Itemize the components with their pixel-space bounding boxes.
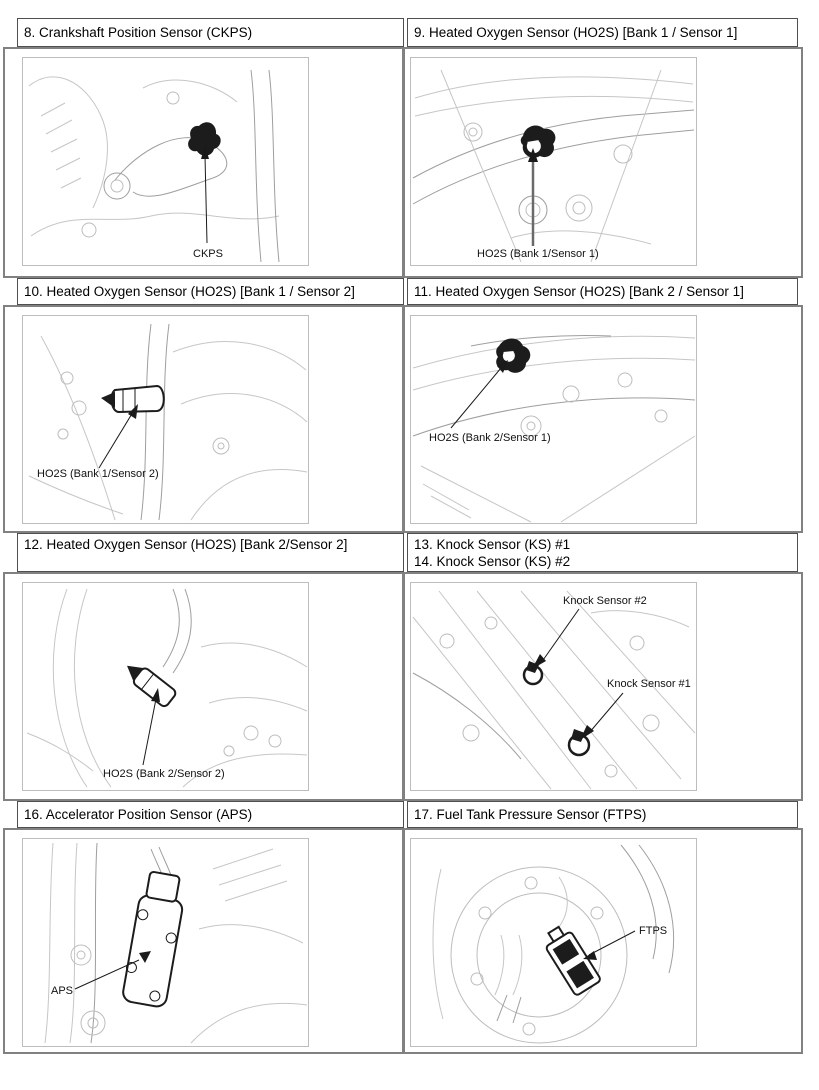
image-cell-ckps (5, 49, 405, 276)
engine-linework (29, 324, 307, 520)
figure-label-ckps: CKPS (193, 248, 223, 260)
ho2s-b1s1-callout-arrow (528, 148, 538, 246)
figure-label-aps: APS (51, 985, 74, 997)
header-text-ho2s-b2s2: 12. Heated Oxygen Sensor (HO2S) [Bank 2/Sensor 2] (24, 537, 348, 552)
image-row-2 (3, 305, 803, 533)
figure-label-knock-1: Knock Sensor #1 (607, 678, 691, 690)
header-text-ho2s-b1s1: 9. Heated Oxygen Sensor (HO2S) [Bank 1 / Sensor 1] (414, 25, 738, 40)
figure-label-knock-2: Knock Sensor #2 (563, 595, 647, 607)
header-cell-ho2s-b1s2 (17, 278, 404, 305)
image-cell-ho2s-b1s2 (5, 307, 405, 531)
ho2s-b1s1-drawing (411, 58, 696, 265)
ftps-drawing (411, 839, 696, 1046)
knock-sensors-drawing (411, 583, 696, 790)
image-cell-ho2s-b2s1 (405, 307, 801, 531)
figure-label-ho2s-b2s2: HO2S (Bank 2/Sensor 2) (103, 768, 225, 780)
figure-label-ho2s-b2s1: HO2S (Bank 2/Sensor 1) (429, 432, 551, 444)
header-cell-ho2s-b1s1 (407, 18, 798, 47)
figure-ftps (410, 838, 697, 1047)
figure-knock-sensors (410, 582, 697, 791)
header-cell-ftps (407, 801, 798, 828)
header-text-aps: 16. Accelerator Position Sensor (APS) (24, 807, 253, 822)
header-text-ho2s-b1s2: 10. Heated Oxygen Sensor (HO2S) [Bank 1 / Sensor 2] (24, 284, 355, 299)
ho2s-b2s1-drawing (411, 316, 696, 523)
header-row-3 (3, 533, 803, 572)
header-text-knock-2: 14. Knock Sensor (KS) #2 (414, 554, 571, 569)
image-cell-ho2s-b2s2 (5, 574, 405, 799)
figure-label-ho2s-b1s1: HO2S (Bank 1/Sensor 1) (477, 248, 599, 260)
header-cell-aps (17, 801, 404, 828)
header-cell-ho2s-b2s1 (407, 278, 798, 305)
header-text-ckps: 8. Crankshaft Position Sensor (CKPS) (24, 25, 253, 40)
figure-ho2s-b1s2 (22, 315, 309, 524)
ckps-drawing (23, 58, 308, 265)
figure-ho2s-b2s1 (410, 315, 697, 524)
sensor-location-table (3, 18, 803, 1054)
aps-sensor-shape (121, 870, 188, 1008)
header-cell-ho2s-b2s2 (17, 533, 404, 572)
ho2s-b2s2-sensor-shape (121, 658, 177, 708)
ho2s-b1s1-sensor-shape (521, 125, 556, 157)
ho2s-b1s2-callout-arrow (99, 404, 138, 468)
knock-sensor-1-callout-arrow (580, 693, 623, 740)
figure-label-ho2s-b1s2: HO2S (Bank 1/Sensor 2) (37, 468, 159, 480)
engine-linework (413, 70, 694, 262)
figure-ho2s-b2s2 (22, 582, 309, 791)
header-cell-ckps (17, 18, 404, 47)
image-cell-ftps (405, 830, 801, 1052)
header-text-ho2s-b2s1: 11. Heated Oxygen Sensor (HO2S) [Bank 2 / Sensor 1] (414, 284, 744, 299)
header-cell-knock-sensors (407, 533, 798, 572)
ho2s-b1s2-drawing (23, 316, 308, 523)
engine-linework (29, 70, 279, 262)
figure-ckps (22, 57, 309, 266)
ho2s-b2s2-callout-arrow (143, 688, 160, 765)
image-cell-aps (5, 830, 405, 1052)
header-text-ftps: 17. Fuel Tank Pressure Sensor (FTPS) (414, 807, 647, 822)
figure-ho2s-b1s1 (410, 57, 697, 266)
image-row-1 (3, 47, 803, 278)
ho2s-b1s2-sensor-shape (101, 386, 164, 412)
figure-aps (22, 838, 309, 1047)
image-row-3 (3, 572, 803, 801)
ho2s-b2s1-callout-arrow (451, 360, 508, 428)
figure-label-ftps: FTPS (639, 925, 668, 937)
header-row-2 (3, 278, 803, 305)
image-row-4 (3, 828, 803, 1054)
ckps-callout-arrow (201, 145, 209, 243)
header-text-knock-1: 13. Knock Sensor (KS) #1 (414, 537, 571, 552)
knock-sensor-2-callout-arrow (532, 609, 579, 669)
header-row-4 (3, 801, 803, 828)
image-cell-knock-sensors (405, 574, 801, 799)
header-row-1 (3, 18, 803, 47)
engine-linework (413, 591, 695, 789)
ho2s-b2s2-drawing (23, 583, 308, 790)
aps-drawing (23, 839, 308, 1046)
engine-linework (413, 335, 695, 522)
image-cell-ho2s-b1s1 (405, 49, 801, 276)
